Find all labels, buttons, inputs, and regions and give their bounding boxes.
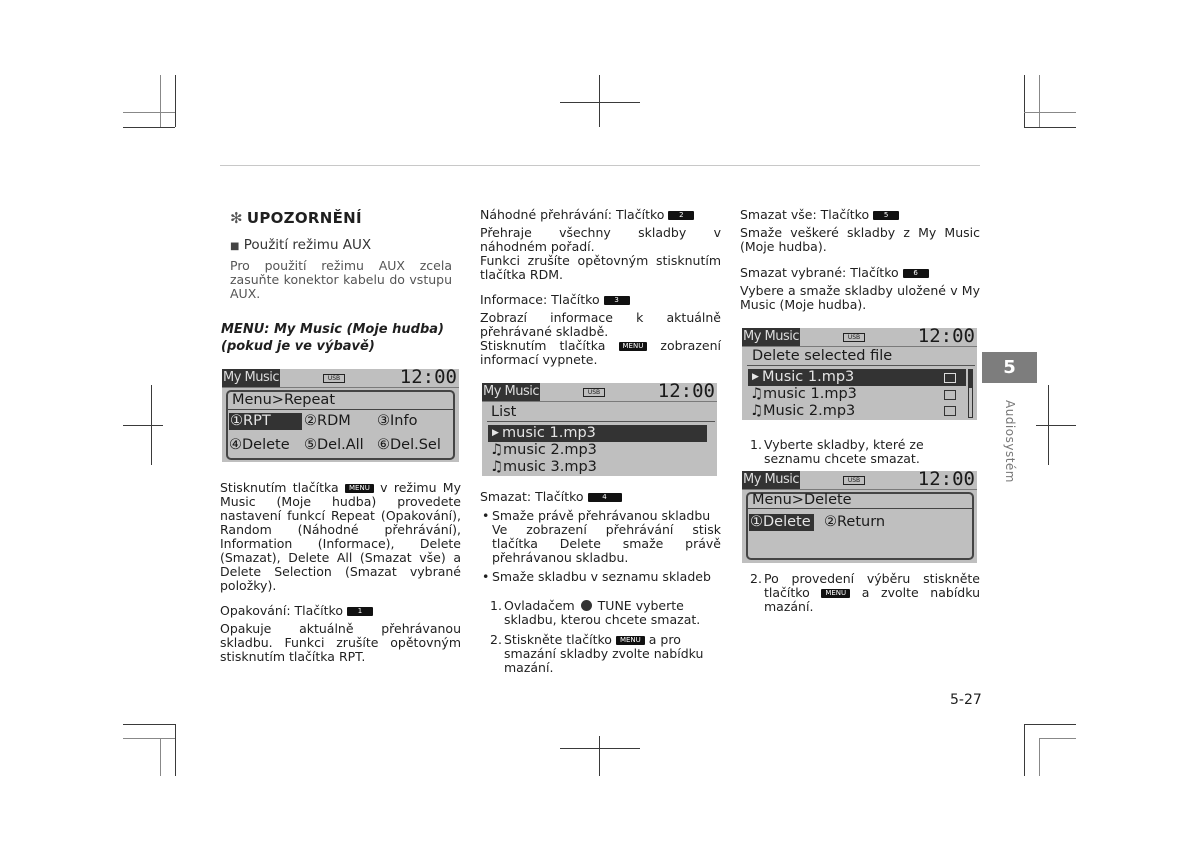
lcd-clock: 12:00 <box>917 328 975 347</box>
delsel-step-1: 1. Vyberte skladby, které ze seznamu chcete smazat. <box>750 437 924 466</box>
crop-mark <box>175 75 176 127</box>
crop-mark <box>123 425 163 426</box>
info-text: Zobrazí informace k aktuálně přehrávané skladbě. <box>480 310 721 339</box>
info-text2: Stisknutím tlačítka MENU zobrazení informací vypnete. <box>480 338 721 367</box>
delall-text: Smaže veškeré skladby z My Music (Moje hudba). <box>740 225 980 254</box>
music-note-icon: ♫ <box>490 459 503 475</box>
lcd-menu-repeat <box>222 369 459 462</box>
music-note-icon: ♫ <box>750 403 763 419</box>
tune-knob-icon <box>581 600 592 611</box>
crop-mark <box>123 127 175 128</box>
crop-mark <box>123 724 175 725</box>
crop-mark <box>1039 75 1040 127</box>
checkbox-icon <box>944 406 956 416</box>
crop-mark <box>175 724 176 776</box>
menu-key-icon: MENU <box>821 589 850 598</box>
lcd-option: ③Info <box>377 413 418 429</box>
caution-text: Pro použití režimu AUX zcela zasuňte konektor kabelu do vstupu AUX. <box>230 258 452 301</box>
col2-top <box>480 208 721 367</box>
crop-mark <box>599 75 600 127</box>
lcd-title: My Music <box>483 384 540 399</box>
delsel-heading: Smazat vybrané: Tlačítko 6 <box>740 266 980 280</box>
crop-mark <box>160 738 161 776</box>
crop-mark <box>1024 75 1025 127</box>
delsel-text: Vybere a smaže skladby uložené v My Music (Moje hudba). <box>740 283 980 312</box>
crop-mark <box>1039 738 1076 739</box>
key-6-icon: 6 <box>903 269 929 278</box>
caution-title: UPOZORNĚNÍ <box>246 209 362 227</box>
menu-key-icon: MENU <box>616 636 645 645</box>
col1-body <box>220 481 461 664</box>
music-note-icon: ♫ <box>490 442 503 458</box>
crop-mark <box>1024 724 1076 725</box>
lcd-option: ⑥Del.Sel <box>377 437 441 453</box>
lcd-option: ①RPT <box>229 413 302 430</box>
crop-mark <box>1039 738 1040 776</box>
menu-key-icon: MENU <box>345 484 374 493</box>
lcd-option: ④Delete <box>229 437 290 453</box>
lcd-title: My Music <box>743 472 800 487</box>
lcd-list-item: ♫music 3.mp3 <box>490 459 597 475</box>
crop-mark <box>560 748 640 749</box>
menu-key-icon: MENU <box>619 342 648 351</box>
lcd-list-item-selected: ▶ music 1.mp3 <box>488 425 707 442</box>
checkbox-icon <box>944 373 956 383</box>
col3-top <box>740 208 980 312</box>
lcd-option: ①Delete <box>749 514 814 531</box>
lcd-header: Menu>Delete <box>752 492 852 508</box>
lcd-option: ②Return <box>824 514 886 530</box>
col3-step1 <box>750 438 980 472</box>
lcd-delete-selected <box>742 328 977 420</box>
info-heading: Informace: Tlačítko 3 <box>480 293 721 307</box>
lcd-list-item-selected: ▶ Music 1.mp3 <box>748 369 966 386</box>
key-3-icon: 3 <box>604 296 630 305</box>
crop-mark <box>1036 425 1076 426</box>
crop-mark <box>1024 724 1025 776</box>
lcd-list <box>482 383 717 476</box>
repeat-text: Opakuje aktuálně přehrávanou skladbu. Funkci zrušíte opětovným stisknutím tlačítka RPT. <box>220 621 461 664</box>
lcd-header: Delete selected file <box>752 348 893 364</box>
lcd-list-item: ♫Music 2.mp3 <box>750 403 856 419</box>
usb-icon: USB <box>843 476 865 485</box>
scrollbar <box>968 369 973 418</box>
col3-step2 <box>750 572 980 620</box>
delsel-step-2: 2. Po provedení výběru stiskněte tlačítko MENU a zvolte nabídku mazání. <box>750 571 981 614</box>
lcd-title: My Music <box>223 370 280 385</box>
play-arrow-icon: ▶ <box>752 372 759 382</box>
header-rule <box>220 165 980 166</box>
caution-box <box>230 211 460 301</box>
lcd-list-item: ♫music 2.mp3 <box>490 442 597 458</box>
lcd-title: My Music <box>743 329 800 344</box>
menu-intro-text: Stisknutím tlačítka MENU v režimu My Music (Moje hudba) provedete nastavení funkcí Repeat (Opakování), Random (Náhodné přehrávání), Information (Informace), Delete (Smazat), Delete All (Smazat vše) a Delete Selection (Smazat vybrané položky). <box>220 480 461 593</box>
crop-mark <box>1024 112 1076 113</box>
repeat-heading: Opakování: Tlačítko 1 <box>220 604 461 618</box>
random-heading: Náhodné přehrávání: Tlačítko 2 <box>480 208 721 222</box>
lcd-list-item: ♫music 1.mp3 <box>750 386 857 402</box>
square-bullet-icon: ■ <box>230 241 240 252</box>
crop-mark <box>160 75 161 127</box>
caution-symbol: ✻ <box>230 209 243 227</box>
music-note-icon: ♫ <box>750 386 763 402</box>
key-5-icon: 5 <box>873 211 899 220</box>
delall-heading: Smazat vše: Tlačítko 5 <box>740 208 980 222</box>
key-4-icon: 4 <box>588 493 622 502</box>
lcd-clock: 12:00 <box>399 369 457 388</box>
delete-heading: Smazat: Tlačítko 4 <box>480 490 721 504</box>
checkbox-icon <box>944 390 956 400</box>
caution-subtitle: Použití režimu AUX <box>243 237 372 253</box>
lcd-clock: 12:00 <box>917 471 975 490</box>
lcd-header: List <box>491 404 517 420</box>
page-number: 5-27 <box>950 692 982 708</box>
menu-heading <box>221 321 461 355</box>
menu-heading-line1: MENU: My Music (Moje hudba) <box>221 322 444 337</box>
lcd-clock: 12:00 <box>657 383 715 402</box>
menu-heading-line2: (pokud je ve výbavě) <box>221 339 375 354</box>
crop-mark <box>123 738 175 739</box>
crop-mark <box>123 112 175 113</box>
crop-mark <box>599 736 600 776</box>
random-text2: Funkci zrušíte opětovným stisknutím tlačítka RDM. <box>480 253 721 282</box>
usb-icon: USB <box>583 388 605 397</box>
delete-step-1: 1. Ovladačem TUNE vyberte skladbu, kterou chcete smazat. <box>490 598 701 627</box>
usb-icon: USB <box>843 333 865 342</box>
col2-bottom <box>480 490 721 681</box>
key-2-icon: 2 <box>668 211 694 220</box>
delete-step-2: 2. Stiskněte tlačítko MENU a pro smazání skladby zvolte nabídku mazání. <box>490 632 704 675</box>
lcd-option: ②RDM <box>304 413 351 429</box>
random-text: Přehraje všechny skladby v náhodném pořadí. <box>480 225 721 254</box>
chapter-label: Audiosystém <box>1003 400 1017 483</box>
lcd-header: Menu>Repeat <box>232 392 336 408</box>
delete-bullet-list: • Smaže skladbu v seznamu skladeb <box>480 570 721 584</box>
crop-mark <box>560 102 640 103</box>
usb-icon: USB <box>323 374 345 383</box>
delete-bullet-current: • Smaže právě přehrávanou skladbu Ve zobrazení přehrávání stisk tlačítka Delete smaže právě přehrávanou skladbu. <box>480 509 721 565</box>
key-1-icon: 1 <box>347 607 373 616</box>
crop-mark <box>1024 127 1076 128</box>
chapter-tab: 5 <box>982 352 1037 383</box>
play-arrow-icon: ▶ <box>492 428 499 438</box>
lcd-menu-delete <box>742 471 977 563</box>
lcd-option: ⑤Del.All <box>304 437 364 453</box>
